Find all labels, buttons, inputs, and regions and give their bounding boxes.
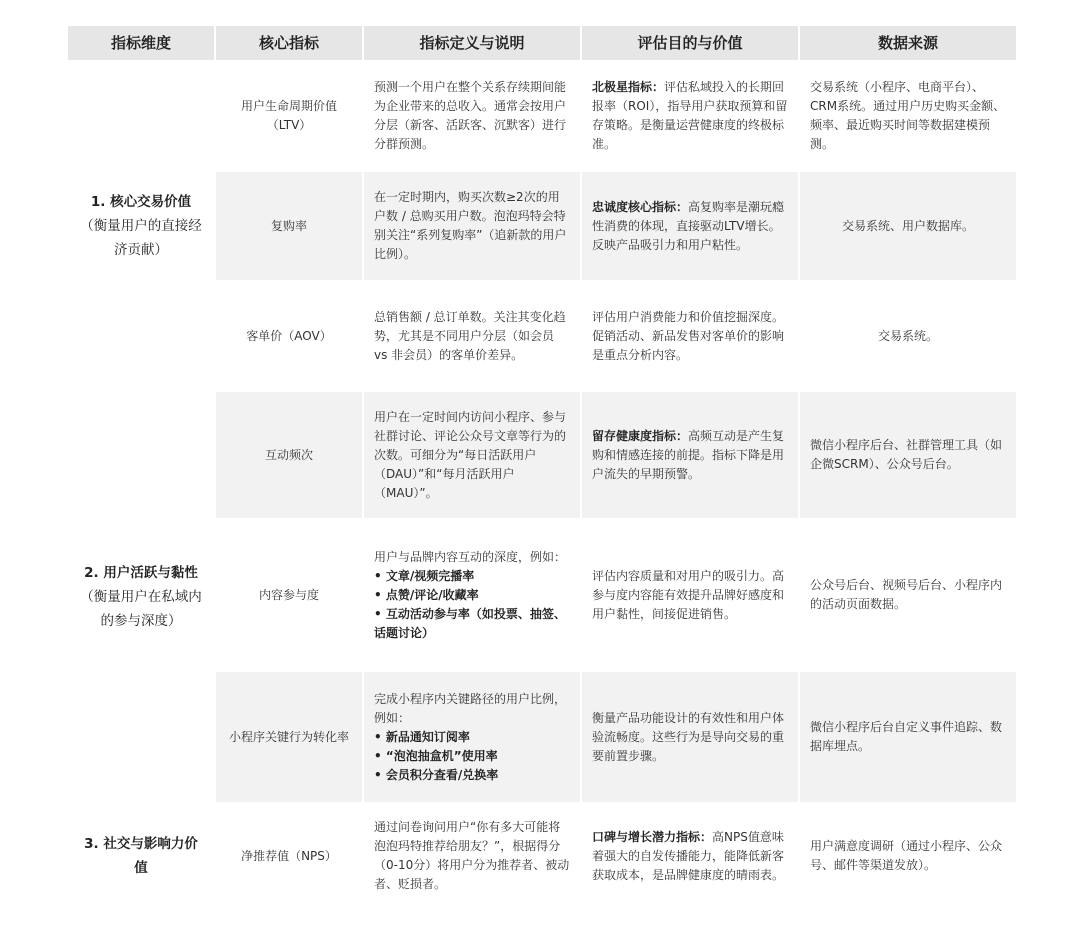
metric-cell: 互动频次 — [216, 392, 362, 518]
dimension-cell — [68, 804, 214, 908]
definition-intro: 用户与品牌内容互动的深度，例如： — [374, 549, 567, 564]
header-dimension: 指标维度 — [68, 26, 214, 60]
metric-cell: 小程序关键行为转化率 — [216, 672, 362, 802]
table-row — [68, 804, 1016, 908]
list-item: • 新品通知订阅率 — [374, 728, 570, 747]
list-item: • 文章/视频完播率 — [374, 567, 570, 586]
dimension-title: 1. 核心交易价值 — [90, 194, 192, 210]
table-row — [68, 62, 1016, 170]
purpose-cell — [582, 62, 798, 170]
dimension-title: 3. 社交与影响力价值 — [84, 836, 198, 876]
definition-intro: 完成小程序内关键路径的用户比例，例如： — [374, 691, 567, 725]
header-purpose: 评估目的与价值 — [582, 26, 798, 60]
purpose-text: 衡量产品功能设计的有效性和用户体验流畅度。这些行为是导向交易的重要前置步骤。 — [592, 710, 785, 763]
header-definition: 指标定义与说明 — [364, 26, 580, 60]
definition-bullets — [374, 567, 570, 643]
definition-cell — [364, 520, 580, 670]
purpose-lead: 忠诚度核心指标： — [592, 199, 689, 214]
metric-cell: 复购率 — [216, 172, 362, 280]
dimension-cell — [68, 392, 214, 802]
metrics-table — [66, 24, 1018, 910]
list-item: • “泡泡抽盒机”使用率 — [374, 747, 570, 766]
source-cell: 用户满意度调研（通过小程序、公众号、邮件等渠道发放）。 — [800, 804, 1016, 908]
source-cell: 微信小程序后台、社群管理工具（如企微SCRM）、公众号后台。 — [800, 392, 1016, 518]
source-cell: 交易系统。 — [800, 282, 1016, 390]
purpose-text: 高NPS值意味着强大的自发传播能力，能降低新客获取成本，是品牌健康度的晴雨表。 — [592, 829, 785, 882]
source-cell: 公众号后台、视频号后台、小程序内的活动页面数据。 — [800, 520, 1016, 670]
definition-cell: 总销售额 / 总订单数。关注其变化趋势，尤其是不同用户分层（如会员 vs 非会员）的客单价差异。 — [364, 282, 580, 390]
definition-cell: 在一定时期内，购买次数≥2次的用户数 / 总购买用户数。泡泡玛特会特别关注“系列复购率”（追新款的用户比例）。 — [364, 172, 580, 280]
purpose-cell — [582, 672, 798, 802]
purpose-cell — [582, 804, 798, 908]
definition-cell: 用户在一定时间内访问小程序、参与社群讨论、评论公众号文章等行为的次数。可细分为“每日活跃用户（DAU）”和“每月活跃用户（MAU）”。 — [364, 392, 580, 518]
dimension-subtitle: （衡量用户在私域内的参与深度） — [80, 589, 202, 629]
list-item: • 会员积分查看/兑换率 — [374, 766, 570, 785]
metric-cell: 客单价（AOV） — [216, 282, 362, 390]
list-item: • 点赞/评论/收藏率 — [374, 586, 570, 605]
metric-cell: 内容参与度 — [216, 520, 362, 670]
dimension-title: 2. 用户活跃与黏性 — [84, 565, 198, 581]
dimension-subtitle: （衡量用户的直接经济贡献） — [80, 218, 202, 258]
purpose-cell — [582, 282, 798, 390]
source-cell: 交易系统、用户数据库。 — [800, 172, 1016, 280]
header-source: 数据来源 — [800, 26, 1016, 60]
list-item: • 互动活动参与率（如投票、抽签、话题讨论） — [374, 605, 570, 643]
header-metric: 核心指标 — [216, 26, 362, 60]
purpose-text: 评估内容质量和对用户的吸引力。高参与度内容能有效提升品牌好感度和用户黏性，间接促进销售。 — [592, 568, 785, 621]
definition-cell: 通过问卷询问用户“你有多大可能将泡泡玛特推荐给朋友？”，根据得分（0-10分）将用户分为推荐者、被动者、贬损者。 — [364, 804, 580, 908]
purpose-text: 评估用户消费能力和价值挖掘深度。促销活动、新品发售对客单价的影响是重点分析内容。 — [592, 309, 785, 362]
definition-bullets — [374, 728, 570, 785]
purpose-text: 评估私域投入的长期回报率（ROI），指导用户获取预算和留存策略。是衡量运营健康度的终极标准。 — [592, 80, 788, 151]
definition-cell — [364, 672, 580, 802]
purpose-cell — [582, 172, 798, 280]
source-cell: 微信小程序后台自定义事件追踪、数据库埋点。 — [800, 672, 1016, 802]
table-row — [68, 392, 1016, 518]
purpose-lead: 留存健康度指标： — [592, 428, 689, 443]
purpose-lead: 口碑与增长潜力指标： — [592, 829, 713, 844]
dimension-cell — [68, 62, 214, 390]
source-cell: 交易系统（小程序、电商平台）、CRM系统。通过用户历史购买金额、频率、最近购买时间等数据建模预测。 — [800, 62, 1016, 170]
metric-cell: 净推荐值（NPS） — [216, 804, 362, 908]
definition-cell: 预测一个用户在整个关系存续期间能为企业带来的总收入。通常会按用户分层（新客、活跃客、沉默客）进行分群预测。 — [364, 62, 580, 170]
metric-cell: 用户生命周期价值（LTV） — [216, 62, 362, 170]
purpose-cell — [582, 520, 798, 670]
purpose-lead: 北极星指标： — [592, 80, 665, 94]
purpose-text: 高频互动是产生复购和情感连接的前提。指标下降是用户流失的早期预警。 — [592, 428, 785, 481]
purpose-cell — [582, 392, 798, 518]
table-header-row — [68, 26, 1016, 60]
purpose-text: 高复购率是潮玩瘾性消费的体现，直接驱动LTV增长。反映产品吸引力和用户粘性。 — [592, 199, 785, 252]
